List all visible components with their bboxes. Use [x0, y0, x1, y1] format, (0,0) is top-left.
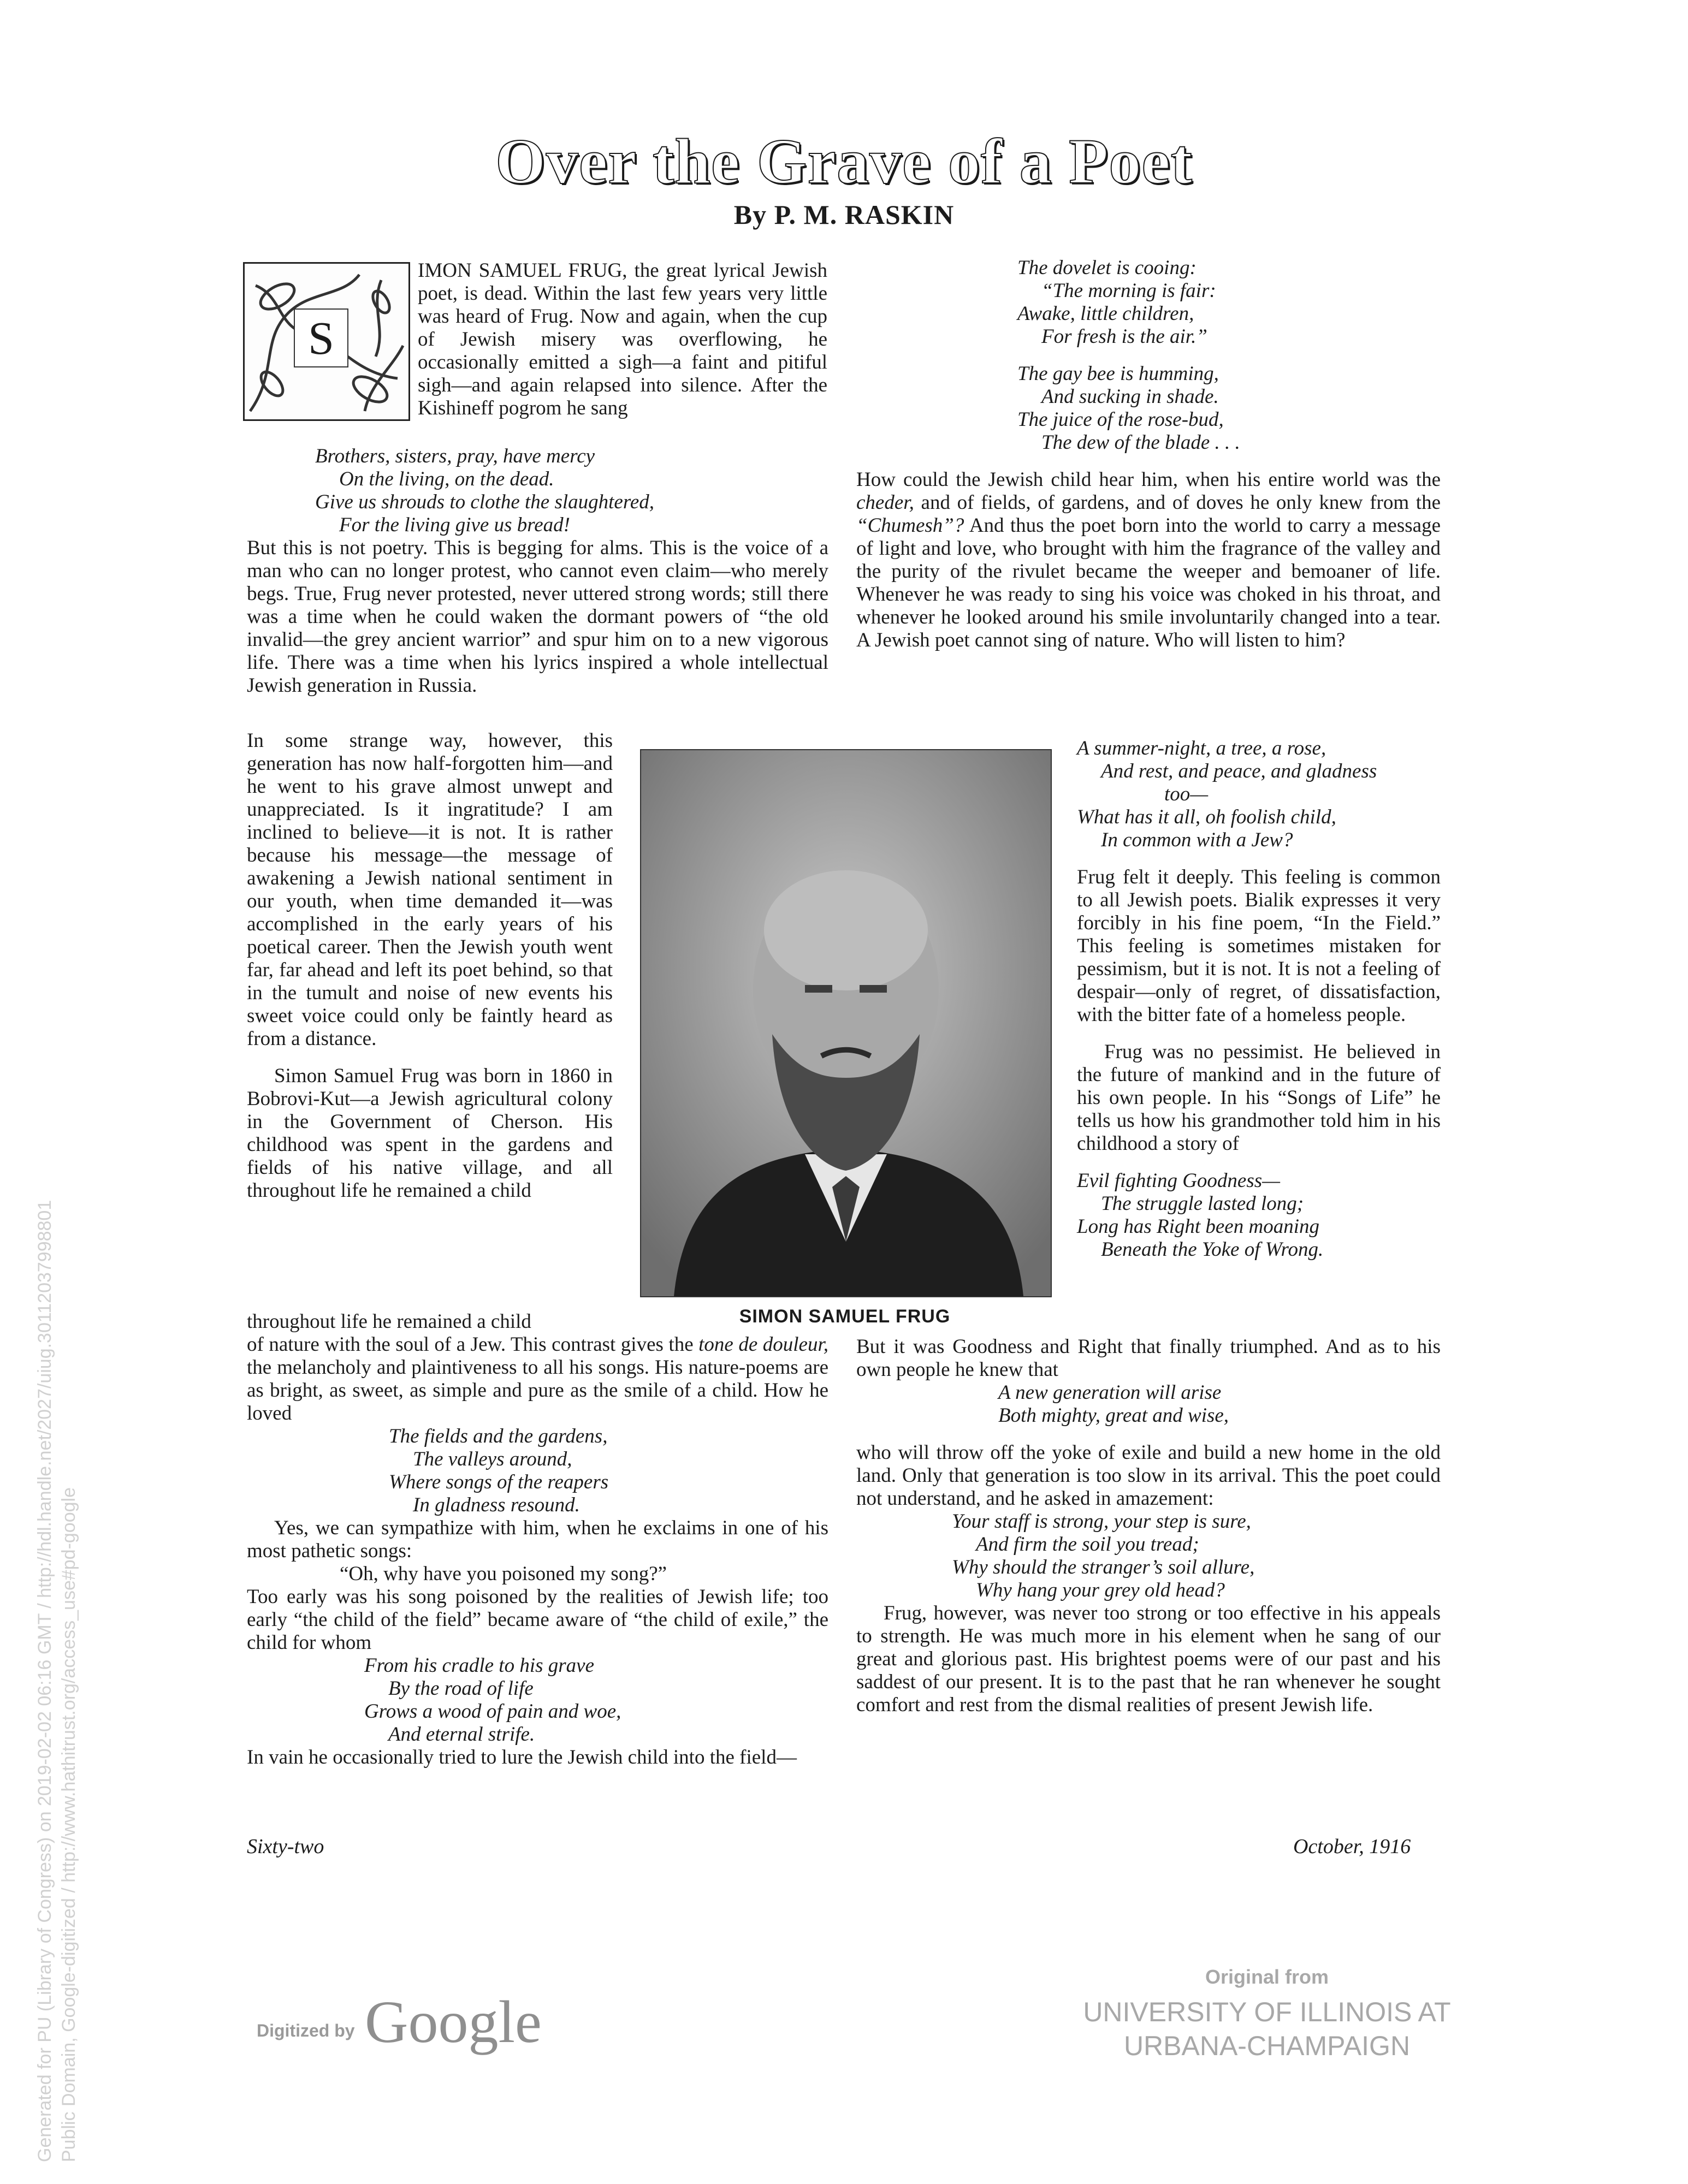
byline: By P. M. RASKIN: [733, 199, 955, 230]
watermark-line: Generated for PU (Library of Congress) on 2019-02-02 06:16 GMT / http://hdl.handle.net/2027/uiug.30112037998801: [34, 1200, 55, 2162]
poem-line: Grows a wood of pain and woe,: [364, 1700, 621, 1723]
poem-line: Long has Right been moaning: [1077, 1215, 1319, 1238]
poem-evil: [1077, 1170, 1441, 1261]
university-name: UNIVERSITY OF ILLINOIS AT: [1083, 1997, 1451, 2027]
watermark-line: Public Domain, Google-digitized / http://www.hathitrust.org/access_use#pd-google: [58, 1487, 79, 2162]
italic-phrase: “Chumesh”?: [856, 514, 964, 537]
poem-line: The dovelet is cooing:: [1017, 257, 1197, 279]
page-number: Sixty-two: [247, 1835, 324, 1858]
poem-line: The struggle lasted long;: [1101, 1192, 1304, 1215]
paragraph: throughout life he remained a child: [247, 1310, 531, 1333]
paragraph: But this is not poetry. This is begging for alms. This is the voice of a man who can no longer protest, who cannot even claim—who merely begs. True, Frug never protested, never uttered strong words; still there was a time when he could waken the dormant powers of “the old invalid—the grey ancient warrior” and spur him on to a new vigorous life. There was a time when his lyrics inspired a whole intellectual Jewish generation in Russia.: [247, 537, 828, 697]
photo-caption: SIMON SAMUEL FRUG: [739, 1306, 951, 1327]
poem-line: The fields and the gardens,: [389, 1425, 608, 1447]
paragraph: [247, 1333, 828, 1425]
text-span: of nature with the soul of a Jew. This contrast gives the: [247, 1333, 694, 1356]
google-digitized-mark: [257, 1987, 542, 2057]
text-span: and of fields, of gardens, and of doves he only knew from the: [921, 491, 1441, 514]
left-column-upper: [247, 445, 828, 697]
poem-line: Evil fighting Goodness—: [1077, 1170, 1281, 1192]
poem-line: A summer-night, a tree, a rose,: [1077, 737, 1326, 759]
paragraph: Simon Samuel Frug was born in 1860 in Bobrovi-Kut—a Jewish agricultural colony in the Government of Cherson. His childhood was spent in the gardens and fields of his native village, and all throughout life he remained a child: [247, 1065, 613, 1202]
poem-line: Both mighty, great and wise,: [998, 1404, 1229, 1427]
poem-line: The dew of the blade . . .: [1041, 431, 1240, 454]
poem-line: In common with a Jew?: [1101, 829, 1293, 851]
poem-line: On the living, on the dead.: [339, 468, 554, 490]
paragraph: who will throw off the yoke of exile and build a new home in the old land. Only that generation is too slow in its arrival. This the poet could not understand, and he asked in amazement:: [856, 1441, 1441, 1510]
poem-line: And firm the soil you tread;: [976, 1533, 1199, 1556]
text-span: And thus the poet born into the world to carry a message of light and love, who brought with him the fragrance of the valley and the purity of the rivulet became the weeper and bemoaner of life. Whenever he was ready to sing his voice was choked in his throat, and whenever he looked around his smile involuntarily changed into a tear. A Jewish poet cannot sing of nature. Who will listen to him?: [856, 514, 1441, 651]
poem-line: And eternal strife.: [388, 1723, 535, 1746]
paragraph: In vain he occasionally tried to lure the Jewish child into the field—: [247, 1746, 797, 1768]
text-span: How could the Jewish child hear him, when his entire world was the: [856, 468, 1441, 491]
paragraph: But it was Goodness and Right that finally triumphed. And as to his own people he knew that: [856, 1336, 1441, 1381]
poem-line: “The morning is fair:: [1041, 280, 1216, 302]
portrait-image: [641, 750, 1051, 1296]
article-title: Over the Grave of a Poet: [495, 126, 1193, 197]
poem-line: Where songs of the reapers: [389, 1471, 609, 1493]
poem-line: And rest, and peace, and gladness: [1101, 760, 1377, 782]
right-column-upper: [856, 257, 1441, 652]
google-logo: Google: [365, 1989, 542, 2055]
paragraph: Frug, however, was never too strong or too effective in his appeals to strength. He was much more in his element when he sang of our great and glorious past. His brightest poems were of our past and his saddest of our present. It is to the past that he ran whenever he sought comfort and rest from the dismal realities of present Jewish life.: [856, 1602, 1441, 1716]
poem-line: What has it all, oh foolish child,: [1077, 806, 1336, 828]
issue-date: October, 1916: [1293, 1835, 1411, 1858]
original-from-label: Original from: [1205, 1966, 1329, 1988]
paragraph: IMON SAMUEL FRUG, the great lyrical Jewish poet, is dead. Within the last few years very little was heard of Frug. Now and again, when the cup of Jewish misery was overflowing, he occasionally emitted a sigh—a faint and pitiful sigh—and again relapsed into silence. After the Kishineff pogrom he sang: [418, 259, 827, 419]
text-span: the melancholy and plaintiveness to all his songs. His nature-poems are as bright, as sweet, as simple and pure as the smile of a child. How he loved: [247, 1356, 828, 1425]
paragraph: Frug felt it deeply. This feeling is common to all Jewish poets. Bialik expresses it very forcibly in his fine poem, “In the Field.” This feeling is sometimes mistaken for pessimism, but it is not. It is not a feeling of despair—only of regret, of dissatisfaction, with the bitter fate of a homeless people.: [1077, 866, 1441, 1026]
left-column-lower: [247, 1333, 828, 1769]
paragraph: In some strange way, however, this generation has now half-forgotten him—and he went to his grave almost unwept and unappreciated. Is it ingratitude? I am inclined to believe—it is not. It is rather because his message—the message of awakening a Jewish national sentiment in our youth, when time demanded it—was accomplished in the early years of his poetical career. Then the Jewish youth went far, far ahead and left its poet behind, so that in the tumult and noise of new events his sweet voice could only be faintly heard as from a distance.: [247, 729, 613, 1050]
original-source-mark: [1059, 1966, 1474, 2063]
paragraph: Frug was no pessimist. He believed in the future of mankind and in the future of his own people. In his “Songs of Life” he tells us how his grandmother told him in his childhood a story of: [1077, 1041, 1441, 1155]
poem-line: The juice of the rose-bud,: [1017, 408, 1224, 431]
poem-line: too—: [1164, 783, 1209, 805]
italic-phrase: cheder,: [856, 491, 914, 514]
poem-line: Awake, little children,: [1017, 302, 1194, 325]
poem-line: The gay bee is humming,: [1017, 363, 1219, 385]
poem-brothers: [247, 445, 828, 537]
poem-line: The valleys around,: [413, 1448, 572, 1470]
poem-bee: [856, 363, 1441, 454]
poem-line: Give us shrouds to clothe the slaughtered,: [315, 491, 655, 513]
university-name: URBANA-CHAMPAIGN: [1123, 2031, 1411, 2061]
poem-line: A new generation will arise: [998, 1381, 1222, 1404]
paragraph: Yes, we can sympathize with him, when he exclaims in one of his most pathetic songs:: [247, 1517, 828, 1562]
poem-fields: [247, 1425, 828, 1517]
poem-line: Your staff is strong, your step is sure,: [952, 1510, 1251, 1533]
paragraph: Too early was his song poisoned by the realities of Jewish life; too early “the child of the field” became aware of “the child of exile,” the child for whom: [247, 1586, 828, 1654]
right-column-narrow: [1077, 737, 1441, 1261]
digitized-label: Digitized by: [257, 2021, 355, 2040]
poem-staff: [856, 1510, 1441, 1602]
drop-cap-ornament: [243, 262, 410, 421]
poem-cradle: [247, 1654, 828, 1746]
left-column-child: [247, 1310, 613, 1333]
poem-line: Brothers, sisters, pray, have mercy: [315, 445, 595, 467]
poem-line: From his cradle to his grave: [364, 1654, 595, 1677]
poem-line: In gladness resound.: [413, 1494, 580, 1516]
portrait-photo: [640, 749, 1052, 1297]
poem-line: For the living give us bread!: [339, 514, 571, 536]
poem-line: For fresh is the air.”: [1041, 325, 1207, 348]
poem-line: Why should the stranger’s soil allure,: [952, 1556, 1255, 1578]
quote-line: “Oh, why have you poisoned my song?”: [340, 1563, 667, 1585]
right-column-lower: [856, 1336, 1441, 1717]
poem-dovelet: [856, 257, 1441, 348]
drop-cap-letter: S: [294, 308, 348, 367]
paragraph: [856, 468, 1441, 652]
poem-line: And sucking in shade.: [1041, 385, 1219, 408]
poem-summer: [1077, 737, 1441, 852]
italic-phrase: tone de douleur,: [698, 1333, 829, 1356]
poem-line: Beneath the Yoke of Wrong.: [1101, 1238, 1324, 1261]
left-intro: [418, 259, 827, 420]
hathitrust-watermark: [33, 1200, 81, 2162]
poem-generation: [856, 1381, 1441, 1427]
left-column-narrow: [247, 729, 613, 1202]
poem-line: Why hang your grey old head?: [976, 1579, 1225, 1601]
poem-line: By the road of life: [388, 1677, 534, 1700]
